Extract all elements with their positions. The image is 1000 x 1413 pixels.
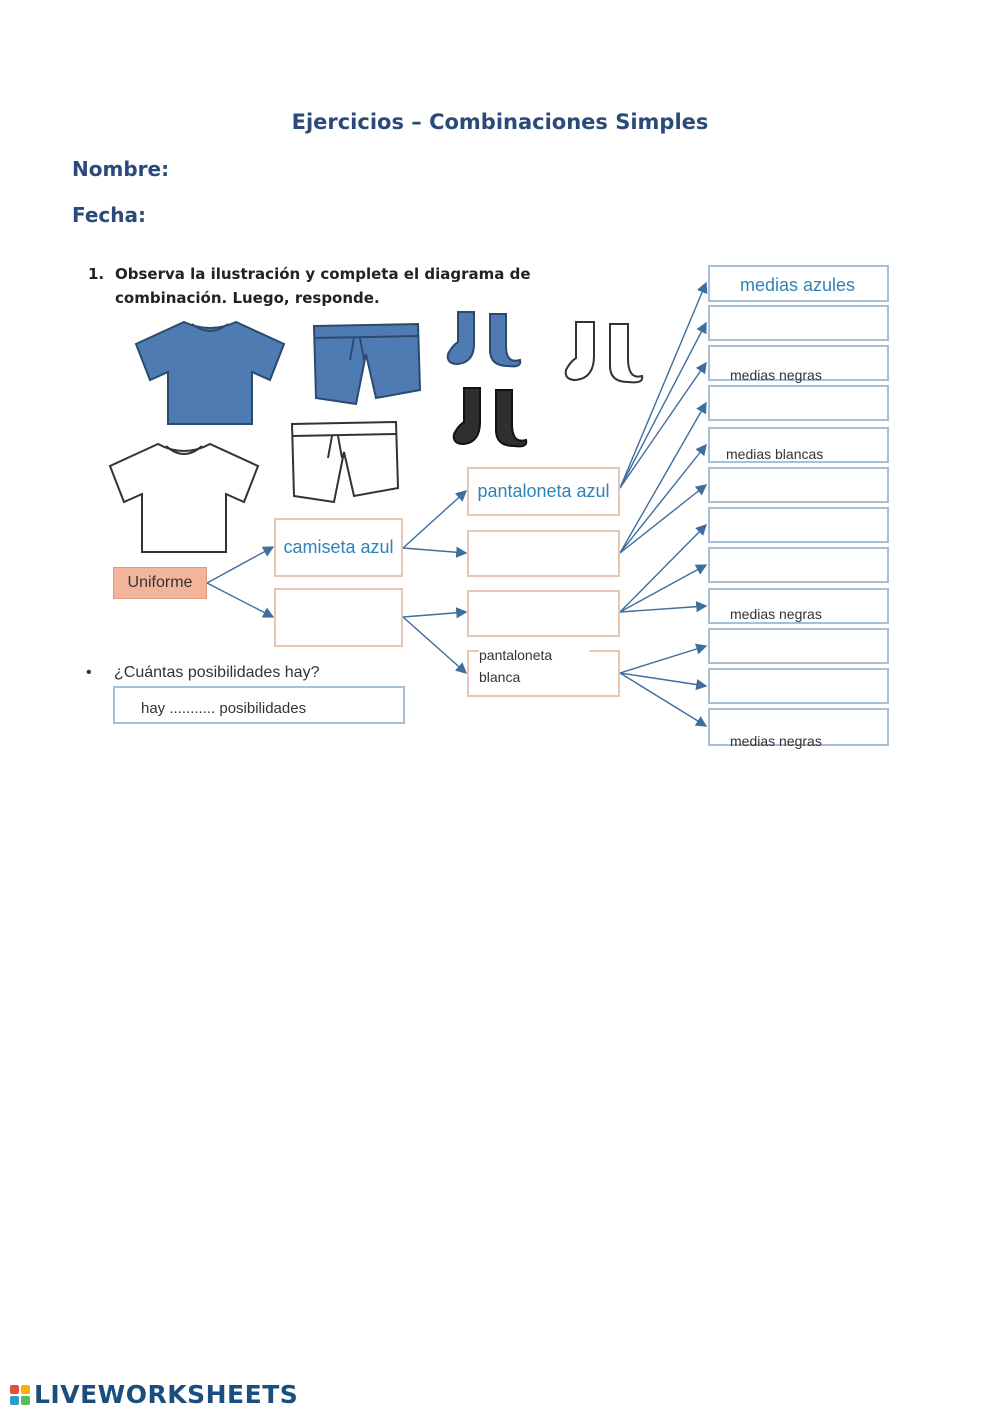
question-bullet: • [86,664,92,681]
medias-azules-label: medias azules [740,275,856,295]
root-uniforme-box: Uniforme [113,567,207,599]
brand-name: LIVEWORKSHEETS [34,1380,299,1409]
level3-box-medias-blancas [708,427,889,463]
level2-box-pantaloneta-blanca [467,647,620,697]
liveworksheets-footer [10,1380,298,1409]
medias-blancas-label: medias blancas [726,446,824,462]
medias-negras-label-3: medias negras [730,733,822,749]
answer-box[interactable] [113,686,405,724]
level3-box-medias-azules [708,265,889,302]
level3-box-empty-7[interactable] [708,507,889,543]
level3-box-medias-negras-1 [708,345,889,381]
level2-box-empty-1[interactable] [467,530,620,577]
name-label: Nombre: [72,157,170,181]
level2-box-pantaloneta-azul: pantaloneta azul [467,467,620,516]
medias-negras-label-1: medias negras [730,367,822,383]
worksheet-title: Ejercicios – Combinaciones Simples [291,110,709,134]
exercise-number: 1. [88,265,105,283]
date-label: Fecha: [72,203,147,227]
level3-box-empty-2[interactable] [708,305,889,341]
level3-box-empty-11[interactable] [708,668,889,704]
level3-box-medias-negras-2 [708,588,889,624]
level1-box-empty[interactable] [274,588,403,647]
answer-text: hay ........... posibilidades [141,700,307,717]
medias-negras-label-2: medias negras [730,606,822,622]
level2-box-empty-2[interactable] [467,590,620,637]
level3-box-empty-8[interactable] [708,547,889,583]
instruction-text: Observa la ilustración y completa el diagrama de combinación. Luego, responde. [115,265,531,307]
pantaloneta-blanca-label: pantaloneta blanca [479,644,589,688]
level3-box-medias-negras-3 [708,708,889,749]
liveworksheets-logo-icon [10,1385,30,1405]
level3-box-empty-10[interactable] [708,628,889,664]
question-text: ¿Cuántas posibilidades hay? [114,664,320,681]
level3-box-empty-4[interactable] [708,385,889,421]
level3-box-empty-6[interactable] [708,467,889,503]
level1-box-camiseta-azul: camiseta azul [274,518,403,577]
